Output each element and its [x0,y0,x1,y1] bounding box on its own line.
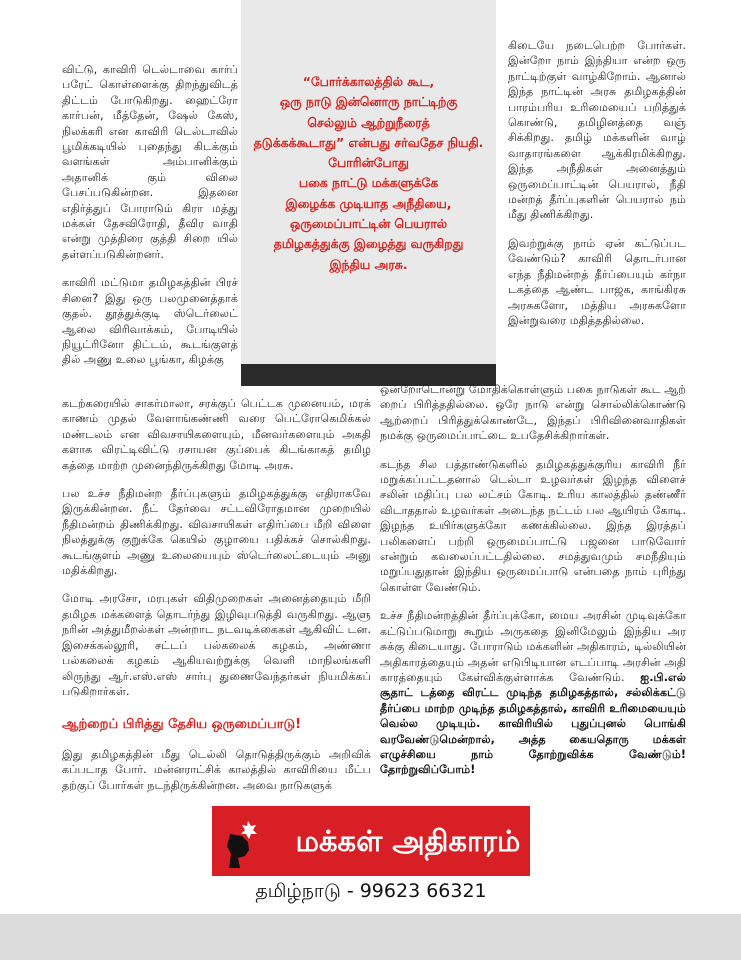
paragraph: மோடி அரசோ, மரபுகள் விதிமுறைகள் அனைத்தையும் மீறி தமிழக மக்களைத் தொடர்ந்து இழிவுபடுத்தி வருகிறது. ஆளு நரின் அத்துமீறல்கள் அன்றாட நடவடிக்கைகள் ஆகிவிட் டன. இசைக்கல்லூரி, சட்டப் பல்கலைக் கழகம், அண்ணா பல்கலைக் கழகம் ஆகியவற்றுக்கு வெளி மாநிலங்களி லிருந்து ஆர்.எஸ்.எஸ் சார்பு துணைவேந்தர்கள் நியமிக்கப் படுகிறார்கள். [62,592,371,698]
quote-line: செல்லும் ஆற்றுநீரைத் [307,114,430,130]
paragraph: இவற்றுக்கு நாம் ஏன் கட்டுப்பட வேண்டும்? காவிரி தொடர்பான எந்த நீதிமன்றத் தீர்ப்பையும் கர்நா டகத்தை ஆண்ட பாஜக, காங்கிரசு அரசுகளோ, மத்திய அரசுகளோ இன்றுவரை மதித்ததில்லை. [508,236,686,327]
quote-line: தடுக்கக்கூடாது” என்பது சர்வதேச நியதி. [253,134,484,150]
left-column [62,62,238,381]
paragraph-text: உச்ச நீதிமன்றத்தின் தீர்ப்புக்கோ, மைய அரசின் முடிவுக்கோ கட்டுப்படுமாறு கூறும் அருகதை இனிமேலும் இந்திய அர சுக்கு கிடையாது. போராடும் மக்களின் அதிகாரம், டில்லியின் அதிகாரத்தையும் அதன் எடுபிடியான எடப்பாடி அரசின் அதி காரத்தையும் கேள்விக்குள்ளாக்க வேண்டும். [380,609,686,684]
right-wide-column [380,382,686,791]
paragraph: ஒன்றோடொன்று மோதிக்கொள்ளும் பகை நாடுகள் கூட ஆற் றைப் பிரித்ததில்லை. ஒரே நாடு என்று சொல்லிக்கொண்டு ஆற்றைப் பிரித்துக்கொண்டே, இந்தப் பிரிவினைவாதிகள் நமக்கு ஒருமைப்பாட்டை உபதேசிக்கிறார்கள். [380,383,686,443]
left-wide-column [62,396,371,806]
closing-call: ஐ.பி.எல் சூதாட் டத்தை விரட்ட முடிந்த தமிழகத்தால், சல்லிக்கட்டு தீர்ப்பை மாற்ற முடிந்த தமிழகத்தால், காவிரி உரிமையையும் வெல்ல முடியும். காவிரியில் புதுப்புனல் பொங்கி வரவேண்டுமென்றால், அத்த கையதொரு மக்கள் எழுச்சியை நாம் தோற்றுவிக்க வேண்டும்! தோற்றுவிப்போம்! [380,670,686,777]
paragraph: விட்டு, காவிரி டெல்டாவை கார்ப் பரேட் கொள்ளைக்கு திறந்துவிடத் திட்டம் போடுகிறது. ஹைட்ரோ கார்பன், மீத்தேன், ஷேல் கேஸ், நிலக்கரி என காவிரி டெல்டாவில் பூமிக்கடியில் புதைந்து கிடக்கும் வளங்கள் அம்பானிக்கும் அதானிக் கும் விலை பேசப்படுகின்றன. இதனை எதிர்த்துப் போராடும் கிரா மத்து மக்கள் தேசவிரோதி, தீவிர வாதி என்று முத்திரை குத்தி சிறை யில் தள்ளப்படுகின்றனர். [62,63,238,261]
raised-fist-icon [218,812,276,870]
paragraph: காவிரி மட்டுமா தமிழகத்தின் பிரச் சினை? இது ஒரு பலமுனைத்தாக் குதல். தூத்துக்குடி ஸ்டெர்லைட் ஆலை விரிவாக்கம், போடியில் நியூட்ரினோ திட்டம், கூடங்குளத் தில் அணு உலை பூங்கா, கிழக்கு [62,276,238,367]
section-heading: ஆற்றைப் பிரித்து தேசிய ஒருமைப்பாடு! [62,717,302,733]
quote-line: “போர்க்காலத்தில் கூட, [302,74,435,89]
quote-line: தமிழகத்துக்கு இழைத்து வருகிறது [273,236,464,252]
quote-line: ஒருமைப்பாட்டின் பெயரால் [289,216,448,232]
paragraph: இது தமிழகத்தின் மீது டெல்லி தொடுத்திருக்கும் அறிவிக் கப்படாத போர். மன்னராட்சிக் காலத்தில் காவிரியை மீட்ப தற்குப் போர்கள் நடந்திருக்கின்றன. அவை நாடுகளுக் [62,747,371,792]
paragraph [380,608,686,777]
paragraph: கடந்த சில பத்தாண்டுகளில் தமிழகத்துக்குரிய காவிரி நீர் மறுக்கப்பட்டதனால் டெல்டா உழவர்கள் இழந்த விளைச் சலின் மதிப்பு பல லட்சம் கோடி. உரிய காலத்தில் தண்ணீர் விடாததால் உழவர்கள் அடைந்த நட்டம் பல ஆயிரம் கோடி. இழந்த உயிர்களுக்கோ கணக்கில்லை. இந்த இரத்தப் பலிகளைப் பற்றி ஒருமைப்பாட்டு பஜனை பாடுவோர் என்றும் கவலைப்பட்டதில்லை. சமத்துவமும் சமநீதியும் மறுப்பதுதான் இந்திய ஒருமைப்பாடு என்பதை நாம் புரிந்து கொள்ள வேண்டும். [380,457,686,594]
quote-line: இழைக்க முடியாத அநீதியை, [285,195,452,211]
footer-strip [0,914,741,960]
organisation-title: மக்கள் அதிகாரம் [295,824,521,858]
paragraph: கிடையே நடைபெற்ற போர்கள். இன்றோ நாம் இந்தியா என்ற ஒரு நாட்டிற்குள் வாழ்கிறோம். ஆனால் இந்த நாட்டின் அரசு தமிழகத்தின் பாரம்பரிய உரிமையைப் பறித்துக் கொண்டு, தமிழினத்தை வஞ் சிக்கிறது. தமிழ் மக்களின் வாழ் வாதாரங்களை ஆக்கிரமிக்கிறது. இந்த அநீதிகள் அனைத்தும் ஒருமைப்பாட்டின் பெயரால், நீதி மன்றத் தீர்ப்புகளின் பெயரால் நம் மீது திணிக்கிறது. [508,39,686,222]
right-column [508,38,686,341]
paragraph: கடற்கரையில் சாகர்மாலா, சரக்குப் பெட்டக முனையம், மரக் காணம் முதல் வேளாங்கண்ணி வரை பெட்ரோகெமிக்கல் மண்டலம் என விவசாயிகளையும், மீனவர்களையும் அகதி களாக விரட்டிவிட்டு ரசாயன குப்பைக் கிடங்காகத் தமிழ கத்தை மாற்ற முனைந்திருக்கிறது மோடி அரசு. [62,397,371,472]
contact-line: தமிழ்நாடு - 99623 66321 [255,880,487,902]
quote-line: பகை நாட்டு மக்களுக்கே [298,175,439,191]
quote-line: போரின்போது [328,155,409,171]
quote-line: இந்திய அரசு. [329,256,408,272]
quote-line: ஒரு நாடு இன்னொரு நாட்டிற்கு [279,94,458,110]
pull-quote [250,72,487,275]
paragraph: பல உச்ச நீதிமன்ற தீர்ப்புகளும் தமிழகத்துக்கு எதிராகவே இருக்கின்றன. நீட் தேர்வை சட்டவிரோதமான முறையில் நீதிமன்றம் திணிக்கிறது. விவசாயிகள் எதிர்ப்பை மீறி விளை நிலத்துக்கு குறுக்கே கெயில் குழாயை பதிக்கச் சொல்கிறது. கூடங்குளம் அணு உலையையும் ஸ்டெர்லைட்டையும் அனு மதிக்கிறது. [62,487,371,578]
